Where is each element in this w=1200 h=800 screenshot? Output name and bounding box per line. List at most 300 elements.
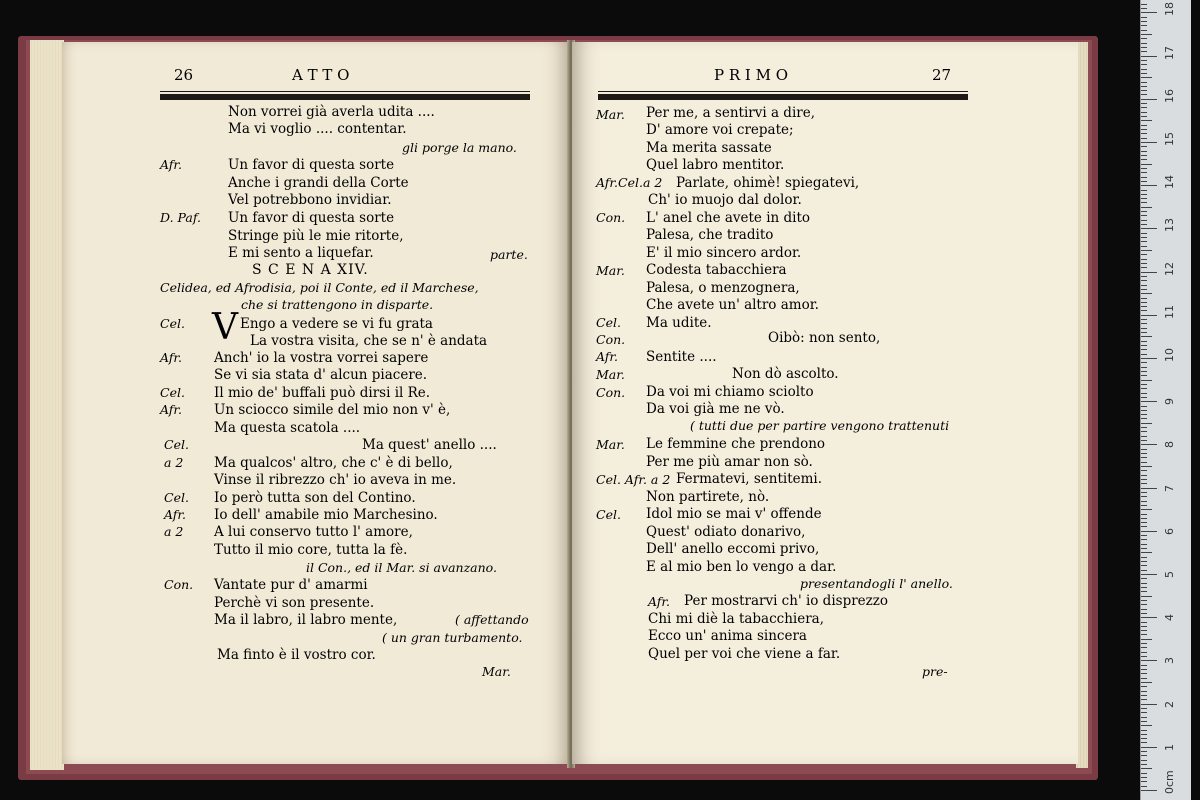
ruler-tick — [1141, 526, 1147, 527]
text-line: A lui conservo tutto l' amore, — [214, 524, 413, 540]
ruler-tick — [1141, 237, 1147, 238]
ruler-tick — [1141, 734, 1147, 735]
ruler-tick — [1141, 47, 1147, 48]
ruler-tick — [1141, 717, 1147, 718]
ruler-tick — [1141, 51, 1147, 52]
ruler-tick — [1141, 747, 1157, 748]
ruler-tick — [1141, 168, 1147, 169]
ruler-number: 0cm — [1163, 770, 1176, 794]
text-line: Parlate, ohimè! spiegatevi, — [676, 175, 860, 191]
ruler-tick — [1141, 470, 1147, 471]
speaker-label: Cel. — [160, 316, 185, 331]
speaker-label: Cel. Afr. a 2 — [596, 472, 671, 487]
text-line: Stringe più le mie ritorte, — [228, 228, 404, 244]
ruler-number: 1 — [1163, 743, 1176, 751]
ruler-tick — [1141, 185, 1157, 186]
ruler-tick — [1141, 323, 1147, 324]
text-line: Ma merita sassate — [646, 140, 772, 156]
ruler-tick — [1141, 561, 1147, 562]
ruler-tick — [1141, 453, 1147, 454]
ruler-tick — [1141, 505, 1147, 506]
text-line: Non dò ascolto. — [732, 366, 839, 382]
text-line: Palesa, che tradito — [646, 227, 774, 243]
ruler-tick — [1141, 691, 1147, 692]
text-line: Che avete un' altro amor. — [646, 297, 819, 313]
ruler-tick — [1141, 4, 1147, 5]
ruler-tick — [1141, 38, 1147, 39]
ruler-tick — [1141, 388, 1147, 389]
ruler-tick — [1141, 501, 1147, 502]
ruler-tick — [1141, 583, 1147, 584]
ruler-number: 15 — [1163, 132, 1176, 146]
ruler-tick — [1141, 682, 1152, 683]
ruler-tick — [1141, 414, 1147, 415]
left-running-head: A T T O — [292, 66, 350, 84]
ruler-tick — [1141, 643, 1147, 644]
text-line: Oibò: non sento, — [768, 330, 881, 346]
text-line: Engo a vedere se vi fu grata — [240, 316, 433, 332]
ruler-tick — [1141, 457, 1147, 458]
text-line: Palesa, o menzognera, — [646, 280, 800, 296]
ruler-tick — [1141, 678, 1147, 679]
ruler-tick — [1141, 436, 1147, 437]
speaker-label: a 2 — [164, 524, 184, 539]
right-page-number: 27 — [932, 66, 952, 84]
stage-direction: il Con., ed il Mar. si avanzano. — [306, 560, 497, 575]
text-line: Ma il labro, il labro mente, — [214, 612, 398, 628]
text-line: Quel labro mentitor. — [646, 157, 785, 173]
speaker-label: Afr. — [160, 157, 183, 172]
text-line: Perchè vi son presente. — [214, 595, 375, 611]
speaker-label: Afr. — [160, 350, 183, 365]
ruler-tick — [1141, 423, 1152, 424]
ruler-tick — [1141, 202, 1147, 203]
ruler-tick — [1141, 626, 1147, 627]
text-line: E mi sento a liquefar. — [228, 245, 374, 261]
ruler-number: 18 — [1163, 2, 1176, 17]
ruler-tick — [1141, 665, 1147, 666]
ruler-tick — [1141, 90, 1147, 91]
ruler-tick — [1141, 695, 1147, 696]
text-line: Da voi mi chiamo sciolto — [646, 384, 814, 400]
ruler-tick — [1141, 760, 1147, 761]
text-line: Ma questa scatola .... — [214, 420, 361, 436]
ruler-tick — [1141, 12, 1157, 13]
ruler-tick — [1141, 617, 1157, 618]
ruler-tick — [1141, 380, 1152, 381]
ruler-tick — [1141, 125, 1147, 126]
ruler-tick — [1141, 345, 1147, 346]
ruler-number: 11 — [1163, 304, 1176, 319]
text-line: Io però tutta son del Contino. — [214, 490, 416, 506]
ruler-tick — [1141, 190, 1147, 191]
stage-direction: parte. — [490, 247, 528, 262]
stage-direction: presentandogli l' anello. — [800, 576, 953, 591]
ruler-tick — [1141, 466, 1152, 467]
ruler-tick — [1141, 220, 1147, 221]
right-running-head: P R I M O — [714, 66, 789, 84]
ruler-tick — [1141, 600, 1147, 601]
text-line: Ma udite. — [646, 315, 712, 331]
ruler-tick — [1141, 375, 1147, 376]
ruler-tick — [1141, 103, 1147, 104]
text-line: E al mio ben lo vengo a dar. — [646, 559, 837, 575]
ruler-tick — [1141, 781, 1147, 782]
ruler-tick — [1141, 721, 1147, 722]
stage-direction: ( tutti due per partire vengono trattenuti — [690, 418, 950, 433]
text-line: Ma finto è il vostro cor. — [217, 647, 376, 663]
ruler-tick — [1141, 531, 1157, 532]
ruler-tick — [1141, 535, 1147, 536]
ruler-tick — [1141, 306, 1147, 307]
ruler-tick — [1141, 112, 1147, 113]
stage-direction: ( affettando — [455, 612, 529, 627]
speaker-label: Afr. — [648, 594, 671, 609]
ruler-tick — [1141, 211, 1147, 212]
ruler-tick — [1141, 198, 1147, 199]
speaker-label: Con. — [164, 577, 194, 592]
text-line: L' anel che avete in dito — [646, 210, 811, 226]
text-line: Le femmine che prendono — [646, 436, 826, 452]
speaker-label: Con. — [596, 332, 626, 347]
ruler-tick — [1141, 444, 1157, 445]
ruler-tick — [1141, 138, 1147, 139]
ruler-tick — [1141, 17, 1147, 18]
ruler-tick — [1141, 246, 1147, 247]
ruler-tick — [1141, 725, 1152, 726]
ruler-tick — [1141, 302, 1147, 303]
ruler-tick — [1141, 492, 1147, 493]
text-line: Per me più amar non sò. — [646, 454, 813, 470]
ruler-tick — [1141, 427, 1147, 428]
ruler-tick — [1141, 159, 1147, 160]
ruler-tick — [1141, 332, 1147, 333]
ruler-tick — [1141, 267, 1147, 268]
ruler-tick — [1141, 43, 1147, 44]
text-line: Vel potrebbono invidiar. — [228, 192, 392, 208]
ruler-tick — [1141, 82, 1147, 83]
ruler-tick — [1141, 647, 1147, 648]
ruler-number: 12 — [1163, 261, 1176, 276]
speaker-label: Cel. — [164, 437, 189, 452]
text-line: Chi mi diè la tabacchiera, — [648, 611, 825, 627]
ruler-tick — [1141, 30, 1147, 31]
ruler-tick — [1141, 652, 1147, 653]
text-line: Ma quest' anello .... — [362, 437, 497, 453]
ruler-tick — [1141, 215, 1147, 216]
ruler-tick — [1141, 224, 1147, 225]
speaker-label: Con. — [596, 385, 626, 400]
ruler-number: 9 — [1163, 398, 1176, 406]
ruler-tick — [1141, 660, 1157, 661]
measuring-ruler — [1140, 0, 1191, 800]
ruler-tick — [1141, 250, 1152, 251]
ruler-tick — [1141, 509, 1152, 510]
ruler-tick — [1141, 440, 1147, 441]
ruler-tick — [1141, 77, 1152, 78]
text-line: Codesta tabacchiera — [646, 262, 787, 278]
ruler-number: 3 — [1163, 657, 1176, 665]
text-line: Vinse il ribrezzo ch' io aveva in me. — [214, 472, 457, 488]
ruler-tick — [1141, 289, 1147, 290]
ruler-tick — [1141, 120, 1152, 121]
ruler-number: 2 — [1163, 700, 1176, 708]
speaker-label: Mar. — [596, 107, 625, 122]
ruler-tick — [1141, 712, 1147, 713]
ruler-tick — [1141, 371, 1147, 372]
ruler-tick — [1141, 319, 1147, 320]
text-line: Per mostrarvi ch' io disprezzo — [684, 593, 889, 609]
scene-characters: Celidea, ed Afrodisia, poi il Conte, ed il Marchese, — [160, 280, 479, 295]
ruler-tick — [1141, 177, 1147, 178]
ruler-tick — [1141, 587, 1147, 588]
ruler-number: 8 — [1163, 441, 1176, 449]
text-line: Idol mio se mai v' offende — [646, 506, 822, 522]
speaker-label: Cel. — [164, 490, 189, 505]
text-line: Per me, a sentirvi a dire, — [646, 105, 816, 121]
ruler-tick — [1141, 604, 1147, 605]
text-line: Ma qualcos' altro, che c' è di bello, — [214, 455, 453, 471]
ruler-tick — [1141, 133, 1147, 134]
speaker-label: Mar. — [596, 437, 625, 452]
text-line: Ma vi voglio .... contentar. — [228, 121, 407, 137]
ruler-tick — [1141, 565, 1147, 566]
ruler-tick — [1141, 69, 1147, 70]
ruler-number: 5 — [1163, 571, 1176, 578]
text-line: Se vi sia stata d' alcun piacere. — [214, 367, 428, 383]
ruler-tick — [1141, 336, 1152, 337]
speaker-label: a 2 — [164, 455, 184, 470]
speaker-label: Afr.Cel.a 2 — [596, 175, 663, 190]
ruler-tick — [1141, 630, 1147, 631]
ruler-tick — [1141, 298, 1147, 299]
ruler-tick — [1141, 164, 1152, 165]
stage-direction: gli porge la mano. — [402, 140, 517, 155]
ruler-tick — [1141, 730, 1147, 731]
ruler-tick — [1141, 293, 1152, 294]
ruler-tick — [1141, 673, 1147, 674]
left-page-edges — [30, 40, 64, 770]
ruler-number: 7 — [1163, 484, 1176, 492]
ruler-number: 17 — [1163, 45, 1176, 60]
ruler-tick — [1141, 768, 1152, 769]
text-line: E' il mio sincero ardor. — [646, 245, 802, 261]
ruler-tick — [1141, 786, 1147, 787]
ruler-tick — [1141, 358, 1157, 359]
speaker-label: Con. — [596, 210, 626, 225]
ruler-tick — [1141, 56, 1157, 57]
ruler-tick — [1141, 354, 1147, 355]
ruler-tick — [1141, 431, 1147, 432]
ruler-number: 10 — [1163, 348, 1176, 362]
ruler-tick — [1141, 656, 1147, 657]
text-line: Un favor di questa sorte — [228, 157, 395, 173]
ruler-tick — [1141, 401, 1157, 402]
ruler-tick — [1141, 328, 1147, 329]
ruler-tick — [1141, 362, 1147, 363]
ruler-tick — [1141, 738, 1147, 739]
ruler-tick — [1141, 686, 1147, 687]
text-line: Quest' odiato donarivo, — [646, 524, 806, 540]
text-line: Non partirete, nò. — [646, 489, 770, 505]
ruler-tick — [1141, 393, 1147, 394]
ruler-tick — [1141, 634, 1147, 635]
catchword: pre- — [922, 664, 948, 679]
catchword: Mar. — [482, 664, 511, 679]
text-line: Tutto il mio core, tutta la fè. — [214, 542, 408, 558]
ruler-tick — [1141, 544, 1147, 545]
ruler-tick — [1141, 514, 1147, 515]
left-page-number: 26 — [174, 66, 194, 84]
ruler-tick — [1141, 107, 1147, 108]
ruler-tick — [1141, 367, 1147, 368]
ruler-tick — [1141, 639, 1152, 640]
ruler-tick — [1141, 86, 1147, 87]
ruler-tick — [1141, 704, 1157, 705]
ruler-tick — [1141, 254, 1147, 255]
speaker-label: Cel. — [596, 507, 621, 522]
ruler-tick — [1141, 99, 1157, 100]
ruler-tick — [1141, 790, 1157, 791]
speaker-label: Afr. — [164, 507, 187, 522]
stage-direction: ( un gran turbamento. — [382, 630, 523, 645]
ruler-tick — [1141, 272, 1157, 273]
ruler-tick — [1141, 60, 1147, 61]
ruler-tick — [1141, 574, 1157, 575]
ruler-tick — [1141, 241, 1147, 242]
scene-heading: S C E N A XIV. — [252, 262, 369, 278]
text-line: Dell' anello eccomi privo, — [646, 541, 820, 557]
ruler-tick — [1141, 172, 1147, 173]
ruler-tick — [1141, 613, 1147, 614]
ruler-tick — [1141, 496, 1147, 497]
ruler-tick — [1141, 552, 1152, 553]
ruler-tick — [1141, 151, 1147, 152]
ruler-tick — [1141, 570, 1147, 571]
ruler-tick — [1141, 341, 1147, 342]
ruler-tick — [1141, 578, 1147, 579]
text-line: Il mio de' buffali può dirsi il Re. — [214, 385, 431, 401]
ruler-tick — [1141, 21, 1147, 22]
ruler-tick — [1141, 708, 1147, 709]
text-line: Anch' io la vostra vorrei sapere — [214, 350, 429, 366]
ruler-tick — [1141, 194, 1147, 195]
ruler-tick — [1141, 155, 1147, 156]
ruler-tick — [1141, 764, 1147, 765]
text-line: D' amore voi crepate; — [646, 122, 794, 138]
ruler-tick — [1141, 315, 1157, 316]
ruler-tick — [1141, 25, 1147, 26]
ruler-tick — [1141, 310, 1147, 311]
ruler-tick — [1141, 518, 1147, 519]
ruler-tick — [1141, 742, 1147, 743]
speaker-label: Cel. — [596, 315, 621, 330]
speaker-label: Afr. — [596, 349, 619, 364]
ruler-tick — [1141, 207, 1152, 208]
ruler-tick — [1141, 475, 1147, 476]
text-line: Vantate pur d' amarmi — [214, 577, 368, 593]
ruler-tick — [1141, 462, 1147, 463]
text-line: Un sciocco simile del mio non v' è, — [214, 402, 451, 418]
ruler-tick — [1141, 228, 1157, 229]
ruler-tick — [1141, 349, 1147, 350]
ruler-number: 13 — [1163, 218, 1176, 233]
text-line: Io dell' amabile mio Marchesino. — [214, 507, 438, 523]
ruler-number: 16 — [1163, 88, 1176, 103]
right-header-rule — [598, 94, 968, 100]
text-line: Da voi già me ne vò. — [646, 401, 785, 417]
ruler-tick — [1141, 557, 1147, 558]
ruler-number: 4 — [1163, 614, 1176, 622]
ruler-tick — [1141, 609, 1147, 610]
ruler-tick — [1141, 263, 1147, 264]
text-line: Ch' io muojo dal dolor. — [648, 192, 802, 208]
ruler-tick — [1141, 64, 1147, 65]
text-line: Ecco un' anima sincera — [648, 628, 807, 644]
ruler-tick — [1141, 384, 1147, 385]
ruler-tick — [1141, 276, 1147, 277]
ruler-tick — [1141, 539, 1147, 540]
ruler-tick — [1141, 116, 1147, 117]
ruler-tick — [1141, 418, 1147, 419]
text-line: Un favor di questa sorte — [228, 210, 395, 226]
text-line: Quel per voi che viene a far. — [648, 646, 841, 662]
ruler-tick — [1141, 406, 1147, 407]
ruler-tick — [1141, 233, 1147, 234]
ruler-tick — [1141, 622, 1147, 623]
ruler-tick — [1141, 522, 1147, 523]
ruler-tick — [1141, 73, 1147, 74]
left-header-rule — [160, 94, 530, 100]
ruler-tick — [1141, 129, 1147, 130]
ruler-tick — [1141, 8, 1147, 9]
text-line: La vostra visita, che se n' è andata — [250, 333, 488, 349]
ruler-tick — [1141, 699, 1147, 700]
text-line: Sentite .... — [646, 349, 717, 365]
ruler-tick — [1141, 410, 1147, 411]
ruler-tick — [1141, 548, 1147, 549]
ruler-tick — [1141, 596, 1152, 597]
speaker-label: D. Paf. — [160, 210, 201, 225]
ruler-tick — [1141, 280, 1147, 281]
ruler-tick — [1141, 449, 1147, 450]
ruler-tick — [1141, 755, 1147, 756]
ruler-tick — [1141, 777, 1147, 778]
ruler-tick — [1141, 142, 1157, 143]
drop-cap: V — [212, 307, 238, 348]
text-line: Non vorrei già averla udita .... — [228, 104, 435, 120]
speaker-label: Mar. — [596, 263, 625, 278]
ruler-tick — [1141, 94, 1147, 95]
text-line: Anche i grandi della Corte — [228, 175, 409, 191]
text-line: Fermatevi, sentitemi. — [676, 471, 823, 487]
ruler-tick — [1141, 259, 1147, 260]
ruler-tick — [1141, 751, 1147, 752]
scene-characters: che si trattengono in disparte. — [241, 297, 434, 312]
ruler-tick — [1141, 479, 1147, 480]
speaker-label: Mar. — [596, 367, 625, 382]
ruler-tick — [1141, 488, 1157, 489]
ruler-tick — [1141, 773, 1147, 774]
ruler-number: 6 — [1163, 527, 1176, 535]
ruler-tick — [1141, 591, 1147, 592]
ruler-number: 14 — [1163, 175, 1176, 190]
ruler-tick — [1141, 285, 1147, 286]
speaker-label: Cel. — [160, 385, 185, 400]
speaker-label: Afr. — [160, 402, 183, 417]
ruler-tick — [1141, 669, 1147, 670]
ruler-tick — [1141, 34, 1152, 35]
